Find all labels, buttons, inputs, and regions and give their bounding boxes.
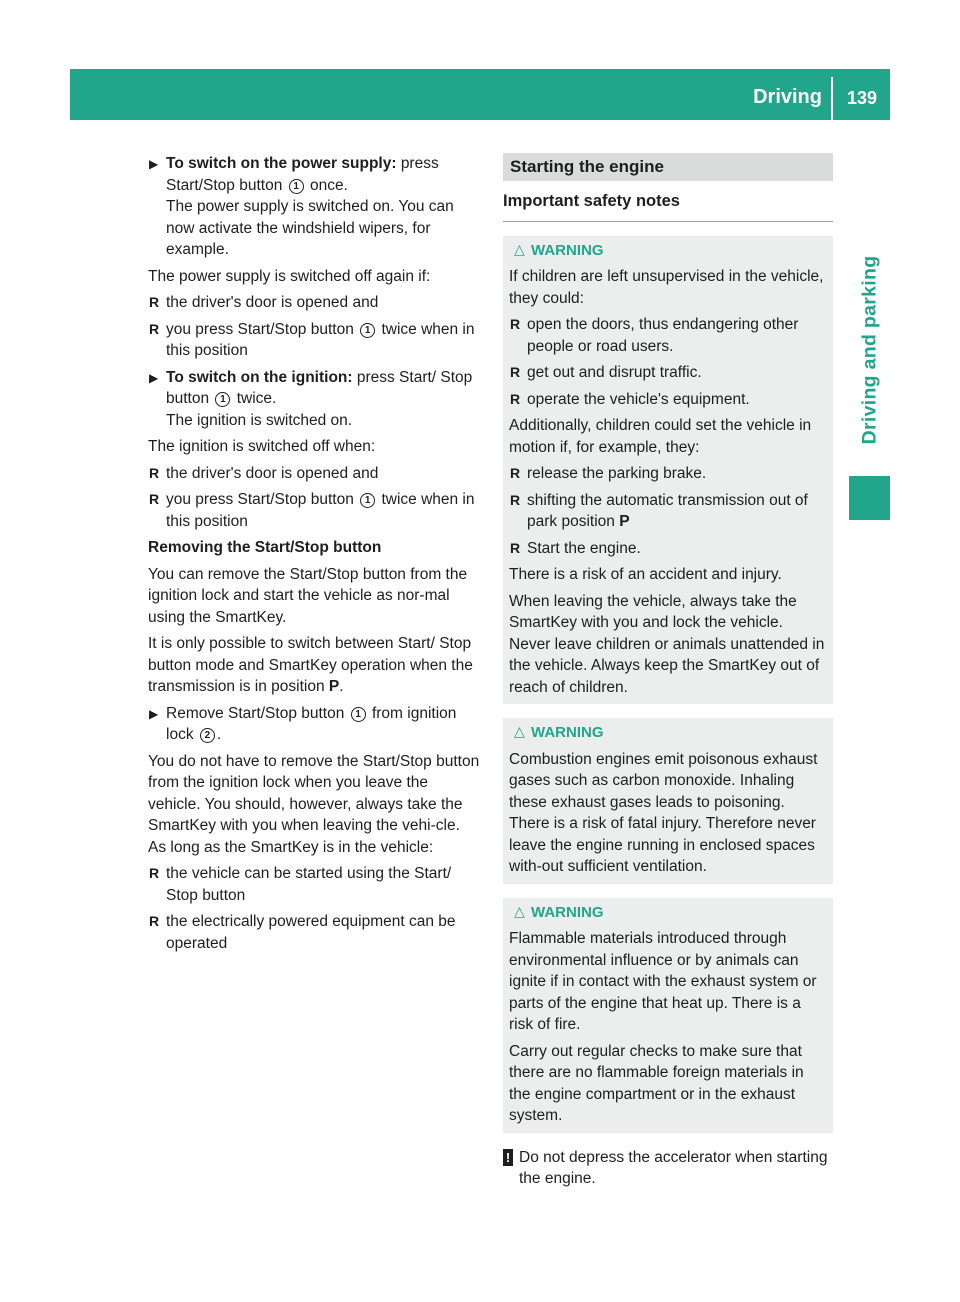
warning-triangle-icon: △ <box>514 240 525 257</box>
step-text-end: . <box>216 726 222 743</box>
warning-box <box>503 898 833 1133</box>
warning-text: When leaving the vehicle, always take the SmartKey with you and lock the vehicle. Never leave children or animals unattended in the vehicle. Always keep the SmartKey out of reach of children. <box>509 592 825 696</box>
list-item <box>148 463 480 485</box>
section-title: Starting the engine <box>503 153 833 181</box>
page-number: 139 <box>846 88 877 108</box>
list-item-text: the driver's door is opened and <box>166 294 379 311</box>
paragraph <box>148 633 480 698</box>
side-chapter-marker <box>849 476 890 520</box>
list-item-text: you press Start/Stop button <box>166 320 359 338</box>
list-item-text: the electrically powered equipment can be operated <box>166 913 456 952</box>
bullet-icon: R <box>149 320 160 337</box>
list-item <box>509 463 827 485</box>
warning-title <box>514 902 827 924</box>
bullet-icon: R <box>149 491 160 507</box>
bullet-icon: R <box>149 913 160 929</box>
step-label: To switch on the power supply: <box>166 155 397 172</box>
list-item <box>509 538 827 560</box>
step-text-end: once. <box>305 176 348 194</box>
list-item <box>148 319 480 362</box>
bullet-icon: R <box>510 316 521 332</box>
instruction-step <box>148 703 480 746</box>
list-item-text: shifting the automatic transmission out of park position <box>527 491 808 530</box>
callout-number-icon: 1 <box>360 323 375 338</box>
right-column <box>503 153 833 1190</box>
note <box>503 1147 833 1190</box>
callout-number-icon: 1 <box>351 707 366 722</box>
left-column <box>148 153 480 959</box>
step-text: press Start/ Stop button <box>166 368 473 407</box>
step-arrow-icon: ▶ <box>149 706 159 721</box>
list-item-text: Start the engine. <box>527 539 641 557</box>
warning-title <box>514 240 827 262</box>
step-arrow-icon: ▶ <box>149 370 159 385</box>
callout-number-icon: 1 <box>360 493 375 508</box>
gear-position: P <box>619 513 630 530</box>
paragraph: You can remove the Start/Stop button from the ignition lock and start the vehicle as nor-mal using the SmartKey. <box>148 565 468 626</box>
warning-text: Carry out regular checks to make sure that there are no flammable foreign materials in the engine compartment or in the exhaust system. <box>509 1042 804 1124</box>
warning-triangle-icon: △ <box>514 902 525 919</box>
step-label: To switch on the ignition: <box>166 368 353 386</box>
list-item-text: open the doors, thus endangering other people or road users. <box>527 316 799 355</box>
instruction-step <box>148 153 480 261</box>
list-item <box>148 292 480 314</box>
warning-box <box>503 718 833 884</box>
subsection-title: Important safety notes <box>503 191 833 222</box>
warning-text: Additionally, children could set the vehicle in motion if, for example, they: <box>509 417 812 456</box>
step-result: The power supply is switched on. You can now activate the windshield wipers, for example. <box>166 198 454 258</box>
callout-number-icon: 1 <box>289 179 304 194</box>
side-chapter-tab <box>849 200 890 500</box>
list-item <box>148 489 480 532</box>
list-item <box>148 863 480 906</box>
warning-text: If children are left unsupervised in the vehicle, they could: <box>509 268 824 307</box>
list-item <box>148 911 480 954</box>
list-item-text: get out and disrupt traffic. <box>527 364 702 381</box>
note-text: Do not depress the accelerator when starting the engine. <box>519 1148 828 1187</box>
step-text-end: twice. <box>232 390 277 407</box>
list-item-text: the driver's door is opened and <box>166 464 379 482</box>
page-header <box>70 69 890 120</box>
list-item-text: you press Start/Stop button <box>166 491 359 508</box>
list-item-text: operate the vehicle's equipment. <box>527 390 750 408</box>
step-text-mid: from ignition lock <box>166 704 457 743</box>
list-item <box>509 389 827 411</box>
warning-text: There is a risk of an accident and injury. <box>509 566 782 583</box>
callout-number-icon: 1 <box>215 392 230 407</box>
step-text: press Start/Stop button <box>166 155 439 194</box>
warning-title-text: WARNING <box>531 724 604 741</box>
bullet-icon: R <box>149 865 160 881</box>
header-section-title: Driving <box>753 86 822 108</box>
list-item-text: release the parking brake. <box>527 465 707 482</box>
paragraph: The ignition is switched off when: <box>148 438 376 455</box>
bullet-icon: R <box>149 294 160 310</box>
side-chapter-label: Driving and parking <box>858 255 881 445</box>
warning-text: Flammable materials introduced through environmental influence or by animals can ignite if in contact with the exhaust system or parts of the engine that heat up. There is a risk of fire. <box>509 930 817 1033</box>
bullet-icon: R <box>510 491 521 508</box>
step-arrow-icon: ▶ <box>149 157 159 171</box>
warning-text: Combustion engines emit poisonous exhaust gases such as carbon monoxide. Inhaling these exhaust gases leads to poisoning. There is a risk of fatal injury. Therefore never leave the engine running in enclosed spaces with-out sufficient ventilation. <box>509 750 818 875</box>
list-item-text: the vehicle can be started using the Start/ Stop button <box>166 865 452 904</box>
step-text: Remove Start/Stop button <box>166 704 349 722</box>
step-result: The ignition is switched on. <box>166 411 353 429</box>
bullet-icon: R <box>510 539 521 556</box>
paragraph: You do not have to remove the Start/Stop button from the ignition lock when you leave the vehicle. You should, however, always take the SmartKey with you when leaving the vehi-cle. As long as the SmartKey is in the vehicle: <box>148 752 480 856</box>
list-item <box>509 314 827 357</box>
callout-number-icon: 2 <box>200 728 215 743</box>
exclamation-icon: ! <box>503 1149 513 1166</box>
instruction-step <box>148 367 480 432</box>
warning-title-text: WARNING <box>531 241 604 259</box>
warning-box <box>503 236 833 705</box>
paragraph-end: . <box>339 678 344 695</box>
bullet-icon: R <box>510 390 521 407</box>
list-item <box>509 362 827 384</box>
gear-position: P <box>328 678 340 695</box>
bullet-icon: R <box>149 464 160 481</box>
paragraph: The power supply is switched off again if: <box>148 267 431 285</box>
warning-title <box>514 722 827 744</box>
list-item-text-end: twice when in this position <box>166 491 475 530</box>
bullet-icon: R <box>510 364 521 380</box>
warning-triangle-icon: △ <box>514 723 525 739</box>
paragraph-text: It is only possible to switch between Start/ Stop button mode and SmartKey operation when the transmission is in position <box>148 635 473 695</box>
header-divider <box>831 77 833 120</box>
bullet-icon: R <box>510 465 521 481</box>
list-item <box>509 490 827 533</box>
warning-title-text: WARNING <box>531 903 604 921</box>
section-heading: Removing the Start/Stop button <box>148 539 382 556</box>
list-item-text-end: twice when in this position <box>166 320 475 359</box>
